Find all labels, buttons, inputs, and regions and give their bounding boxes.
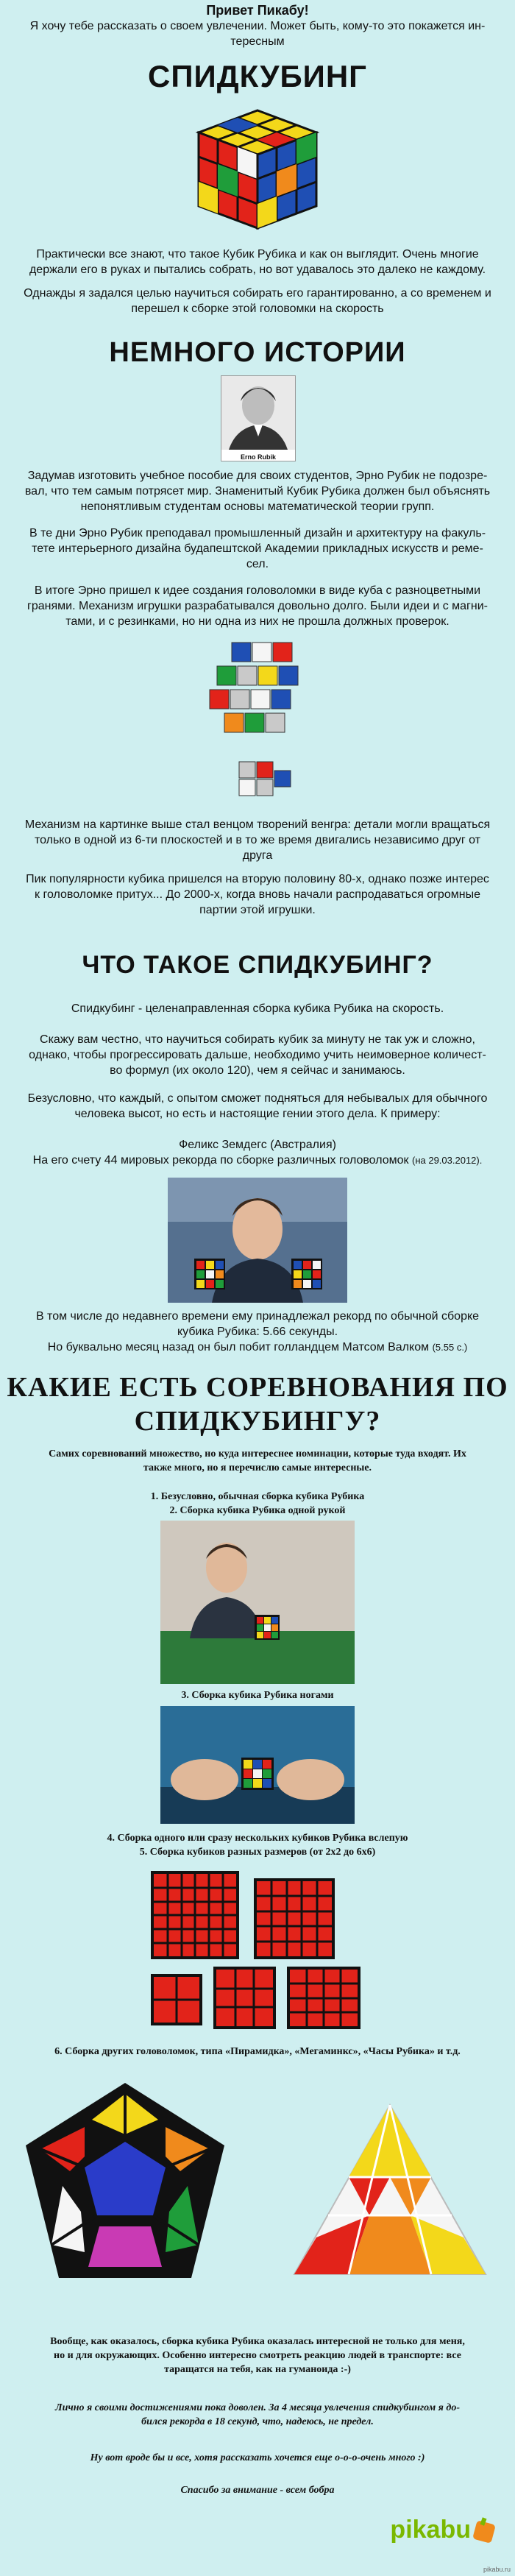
cube-mechanism-image [202,637,313,813]
text-line: друга [242,849,273,862]
section-title-what [0,951,515,980]
text-line: Задумав изготовить учебное пособие для своих студентов, Эрно Рубик не подозре- [27,470,488,482]
competitions-intro [0,1447,515,1475]
text-line: Скажу вам честно, что научиться собирать кубик за минуту не так уж и сложно, [40,1033,475,1046]
cube-6x6 [151,1871,239,1959]
pikabu-logo-icon [471,2516,499,2544]
text-line: также много, но я перечислю самые интересные. [143,1462,372,1473]
text-line: Самих соревнований множество, но куда интереснее номинации, которые туда входят. Их [49,1448,466,1459]
competitions-item-6 [0,2045,515,2059]
text-line: В итоге Эрно пришел к идее создания головоломки в виде куба с разноцветными [34,584,481,597]
text-line: во формул (их около 120), чем я сейчас и занимаюсь. [110,1064,405,1077]
megaminx-image [15,2076,235,2296]
text-line: только в одной из 6-ти плоскостей и в то же время двигались независимо друг от [34,834,481,846]
text-line: В том числе до недавнего времени ему принадлежал рекорд по обычной сборке [35,1310,480,1323]
feliks-photo-image [168,1178,347,1303]
list-item: 6. Сборка других головоломок, типа «Пирамидка», «Мегаминкс», «Часы Рубика» и т.д. [54,2046,461,2057]
text-line: держали его в руках и пытались собрать, но вот удавалось это далеко не каждому. [29,263,486,276]
one-hand-photo [160,1521,355,1684]
pikabu-logo[interactable] [390,2516,499,2544]
text-line: тами, и с резинками, но ни одна из них не прошла должных проверок. [65,615,450,628]
feet-solve-photo [160,1706,355,1824]
text-line: партии этой игрушки. [199,904,316,916]
list-item: 4. Сборка одного или сразу нескольких кубиков Рубика вслепую [107,1833,408,1844]
section-title-competitions [0,1370,515,1438]
paragraph-1 [0,247,515,277]
section-heading: СПИДКУБИНГУ? [134,1406,381,1437]
list-item: 5. Сборка кубиков разных размеров (от 2х2 до 6х6) [139,1847,376,1858]
text-line: человека высот, но есть и настоящие гении этого дела. К примеру: [74,1108,441,1120]
text-line: однако, чтобы прогрессировать дальше, необходимо учить неимоверное количест- [29,1049,486,1061]
paragraph-2 [0,286,515,316]
intro-text-line: тересным [230,35,285,48]
intro [0,3,515,49]
greeting: Привет Пикабу! [206,3,309,18]
text-line: Механизм на картинке выше стал венцом творений венгра: детали могли вращаться [24,818,491,831]
watermark: pikabu.ru [483,2566,511,2573]
competitions-list-top [0,1490,515,1518]
text-line: Безусловно, что каждый, с опытом сможет подняться для небывалых для обычного [27,1092,488,1105]
text-line: таращатся на тебя, как на гуманоида :-) [164,2364,351,2375]
cube-5x5 [254,1878,335,1959]
text-line: перешел к сборке этой головомки на скорость [131,302,384,315]
rubiks-cube-image [169,103,346,236]
portrait-image [221,376,295,450]
text-line: сел. [246,558,269,570]
text-line: Однажды я задался целью научиться собирать его гарантированно, а со временем и [24,287,491,300]
outro-paragraph-3 [0,2451,515,2465]
text-line: бился рекорда в 18 секунд, что, надеюсь, не предел. [141,2416,374,2427]
portrait-caption: Erno Rubik [240,453,276,461]
text-line: В те дни Эрно Рубик преподавал промышленный дизайн и архитектуру на факуль- [29,527,486,539]
erno-rubik-portrait [221,375,296,461]
history-paragraph-2 [0,526,515,572]
history-paragraph-5 [0,871,515,918]
text-line: Ну вот вроде бы и все, хотя рассказать хочется еще о-о-о-очень много :) [90,2452,425,2463]
section-heading: КАКИЕ ЕСТЬ СОРЕВНОВАНИЯ ПО [7,1372,508,1403]
cube-2x2 [151,1974,202,2025]
section-title-speedcubing [0,59,515,94]
one-hand-photo-image [160,1521,355,1684]
page-title: СПИДКУБИНГ [148,59,367,93]
text-line: Спидкубинг - целенаправленная сборка кубика Рубика на скорость. [71,1002,444,1015]
history-paragraph-1 [0,468,515,514]
text-line: но и для окружающих. Особенно интересно смотреть реакцию людей в транспорте: все [54,2350,461,2361]
text-line: вал, что тем самым потрясет мир. Знаменитый Кубик Рубика должен был объяснять [24,485,491,498]
held-cube-right [291,1259,322,1289]
pyramid-image [287,2098,493,2289]
pikabu-logo-text: pikabu [390,2516,471,2544]
text-line: Пик популярности кубика пришелся на вторую половину 80-х, однако позже интерес [26,873,489,885]
cube-4x4 [287,1967,360,2029]
record-paragraph [0,1309,515,1355]
section-title-history [0,337,515,369]
text-line: Но буквально месяц назад он был побит голландцем Матсом Валком [47,1341,430,1354]
text-line: кубика Рубика: 5.66 секунды. [177,1326,338,1338]
outro-paragraph-4 [0,2483,515,2497]
text-line: Практически все знают, что такое Кубик Рубика и как он выглядит. Очень многие [36,248,479,261]
feliks-name: Феликс Земдегс (Австралия) [179,1139,336,1151]
list-item: 3. Сборка кубика Рубика ногами [181,1690,334,1701]
what-paragraph-2 [0,1032,515,1078]
list-item: 1. Безусловно, обычная сборка кубика Рубика [150,1491,365,1502]
history-paragraph-4 [0,817,515,863]
feliks-info [0,1137,515,1168]
what-paragraph-3 [0,1091,515,1122]
what-paragraph-1 [0,1001,515,1016]
held-cube-left [194,1259,225,1289]
text-line: (5.55 с.) [432,1342,468,1353]
cube-3x3 [213,1967,276,2029]
section-heading: НЕМНОГО ИСТОРИИ [109,337,406,368]
list-item: 2. Сборка кубика Рубика одной рукой [169,1505,346,1516]
feet-photo-image [160,1706,355,1824]
feliks-records: На его счету 44 мировых рекорда по сборке различных головоломок [32,1154,409,1167]
text-line: к головоломке притух... До 2000-х, когда вновь начали распродаваться огромные [35,888,480,901]
text-line: тете интерьерного дизайна будапештской Академии прикладных искусств и реме- [32,542,483,555]
text-line: гранями. Механизм игрушки разрабатывался довольно долго. Были идеи и с магни- [27,600,488,612]
competitions-list-mid [0,1831,515,1859]
text-line: непонятливым студентам основы математической теории групп. [80,500,435,513]
outro-paragraph-2 [0,2401,515,2429]
text-line: Лично я своими достижениями пока доволен. За 4 месяца увлечения спидкубингом я до- [55,2402,460,2413]
feliks-photo [168,1178,347,1303]
feliks-date: (на 29.03.2012). [411,1155,483,1166]
outro-paragraph-1 [0,2335,515,2377]
cube-sizes-image [143,1864,372,2033]
text-line: Спасибо за внимание - всем бобра [180,2485,335,2496]
text-line: Вообще, как оказалось, сборка кубика Рубика оказалась интересной не только для меня, [50,2336,465,2347]
history-paragraph-3 [0,583,515,629]
section-heading: ЧТО ТАКОЕ СПИДКУБИНГ? [82,951,433,979]
competitions-item-3 [0,1688,515,1702]
intro-text-line: Я хочу тебе рассказать о своем увлечении. Может быть, кому-то это покажется ин- [29,20,486,32]
